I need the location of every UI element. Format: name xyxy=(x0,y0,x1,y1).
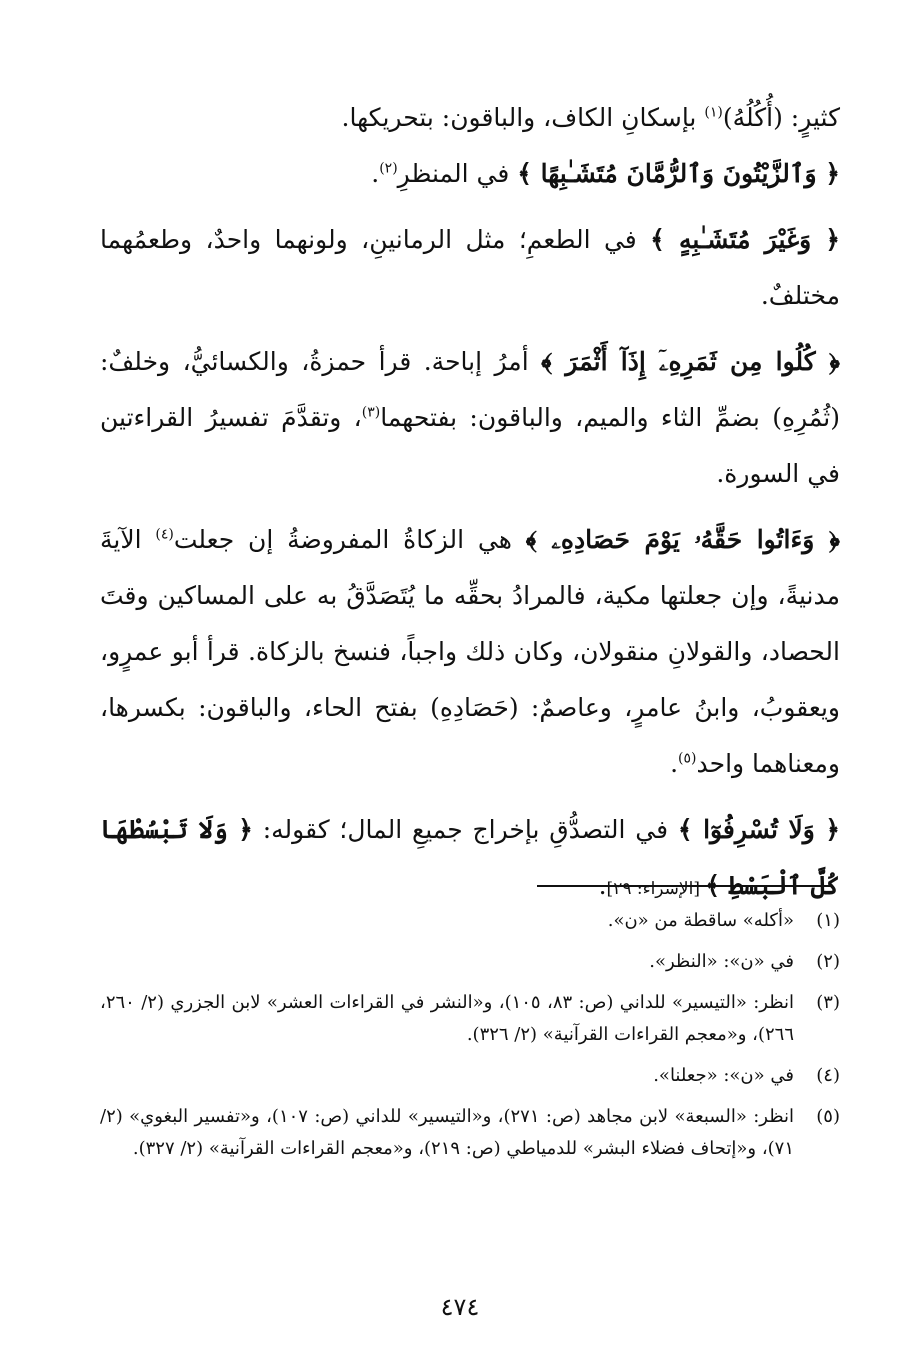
footnote xyxy=(100,1101,840,1165)
text-run: في التصدُّقِ بإخراج جميعِ المال؛ كقوله: xyxy=(252,815,678,844)
text-run: . xyxy=(371,159,380,188)
text-run: ، وتقدَّمَ تفسيرُ القراءتين في السورة. xyxy=(100,403,840,488)
quran-verse: ﴿ كُلُوا مِن ثَمَرِهِۦٓ إِذَآ أَثْمَرَ ﴾ xyxy=(541,347,840,376)
text-run: في الطعمِ؛ مثل الرمانينِ، ولونهما واحدٌ، وطعمُهما مختلفٌ. xyxy=(100,225,840,310)
footnote-text: انظر: «السبعة» لابن مجاهد (ص: ٢٧١)، و«التيسير» للداني (ص: ١٠٧)، و«تفسير البغوي» (٢/ ٧١)، و«إتحاف فضلاء البشر» للدمياطي (ص: ٢١٩)، و«معجم القراءات القرآنية» (٢/ ٣٢٧). xyxy=(100,1106,794,1159)
footnote-text: في «ن»: «النظر». xyxy=(649,951,794,972)
main-text xyxy=(100,90,840,927)
text-run: كثيرٍ: (أُكُلُهُ) xyxy=(722,103,840,132)
footnote-number: (٥) xyxy=(816,1106,840,1127)
text-run: . xyxy=(598,871,607,900)
text-run: هي الزكاةُ المفروضةُ إن جعلت xyxy=(173,525,526,554)
paragraph xyxy=(100,212,840,324)
paragraph xyxy=(100,90,840,146)
footnote-marker: (٢) xyxy=(379,160,398,177)
footnote xyxy=(100,1060,840,1092)
footnote-text: انظر: «التيسير» للداني (ص: ٨٣، ١٠٥)، و«النشر في القراءات العشر» لابن الجزري (٢/ ٢٦٠، ٢٦٦)، و«معجم القراءات القرآنية» (٢/ ٣٢٦). xyxy=(100,992,794,1045)
footnote-marker: (٥) xyxy=(678,750,697,767)
footnotes-section xyxy=(100,905,840,1174)
quran-verse: ﴿ وَءَاتُوا حَقَّهُۥ يَوْمَ حَصَادِهِۦ ﴾ xyxy=(525,525,840,554)
paragraph xyxy=(100,512,840,792)
text-run: في المنظرِ xyxy=(397,159,518,188)
verse-reference: [الإسراء: ٢٩] xyxy=(606,879,706,899)
quran-verse: ﴿ وَلَا تُسْرِفُوٓا ﴾ xyxy=(677,815,841,844)
footnote-marker: (٤) xyxy=(155,526,174,543)
footnote-text: في «ن»: «جعلنا». xyxy=(653,1065,794,1086)
footnote xyxy=(100,905,840,937)
footnote-number: (٢) xyxy=(816,951,840,972)
text-run: بإسكانِ الكاف، والباقون: بتحريكها. xyxy=(341,103,705,132)
footnote xyxy=(100,946,840,978)
page-number: ٤٧٤ xyxy=(440,1293,480,1321)
footnote-number: (٣) xyxy=(816,992,840,1013)
paragraph xyxy=(100,334,840,502)
footnote-marker: (١) xyxy=(704,104,723,121)
paragraph xyxy=(100,802,840,917)
footnote-number: (٤) xyxy=(816,1065,840,1086)
quran-verse: ﴿ وَلَا تَبْسُطْهَا كُلَّ ٱلْبَسْطِ ﴾ xyxy=(100,815,840,900)
footnote-divider xyxy=(537,885,831,887)
paragraph xyxy=(100,146,840,202)
footnote-number: (١) xyxy=(816,910,840,931)
footnote-text: «أكله» ساقطة من «ن». xyxy=(607,910,794,931)
quran-verse: ﴿ وَغَيْرَ مُتَشَـٰبِهٍ ﴾ xyxy=(650,225,840,254)
quran-verse: ﴿ وَٱلزَّيْتُونَ وَٱلرُّمَّانَ مُتَشَـٰبِهًا ﴾ xyxy=(517,159,840,188)
footnote-marker: (٣) xyxy=(361,404,381,421)
footnote xyxy=(100,987,840,1051)
text-run: . xyxy=(670,749,679,778)
text-run: الآيةَ مدنيةً، وإن جعلتها مكية، فالمرادُ بحقِّه ما يُتَصَدَّقُ به على المساكين وقتَ الحصاد، والقولانِ منقولان، وكان ذلك واجباً، فنسخ بالزكاة. قرأ أبو عمرٍو، ويعقوبُ، وابنُ عامرٍ، وعاصمٌ: (حَصَادِهِ) بفتح الحاء، والباقون: بكسرها، ومعناهما واحد xyxy=(100,525,840,778)
text-run: أمرُ إباحة. قرأ حمزةُ، والكسائيُّ، وخلفٌ: (ثُمُرِهِ) بضمِّ الثاء والميم، والباقون: بفتحهما xyxy=(100,347,841,432)
